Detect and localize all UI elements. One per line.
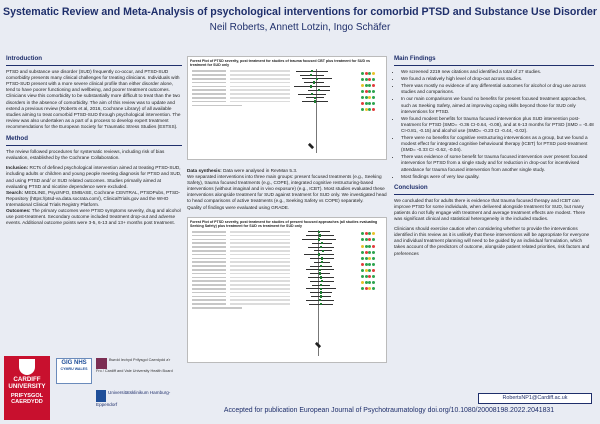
contact-email: RobertsNP1@Cardiff.ac.uk: [478, 393, 592, 404]
gig-text: GIG NHS: [61, 360, 87, 366]
method-intro: The review followed procedures for systematic reviews, including risk of bias evaluation, established by the Cochrane Collaboration.: [6, 149, 165, 161]
search-label: Search:: [6, 189, 24, 195]
forest-plot-2-title: Forest Plot of PTSD severity, post treatment for studies of present focused approaches (all studies evaluating Seeking Safety) plus treatment for SUD vs treatment for SUD only: [190, 219, 378, 228]
method-heading: Method: [6, 135, 28, 143]
finding-item: • In our main comparisons we found no benefits for present focused treatment approaches, such as Seeking Safety, aimed at improving coping skills beyond those for SUD only interventions for PTSD.: [401, 96, 594, 114]
main-findings-heading: Main Findings: [394, 55, 436, 62]
finding-item: • There was mostly no evidence of any differential outcomes for alcohol or drug use across studies and comparisons.: [401, 83, 594, 95]
finding-item: • Most findings were of very low quality.: [401, 174, 594, 180]
conclusion-text2: Clinicians should exercise caution when considering whether to provide the interventions identified in this review as it is unlikely that these interventions will be appropriate for everyone and individual treatment planning will need to be guided by an individual formulation, which takes account of the predictors of outcome, alongside patient related priorities, risk factors and preferences: [394, 226, 590, 256]
forest-plot-1-title: Forest Plot of PTSD severity, post treatment for studies of trauma focused CBT plus treatment for SUD vs treatment for SUD only: [190, 59, 371, 68]
method-inclusion: [6, 165, 182, 189]
cardiff-en-text: CARDIFF UNIVERSITY: [8, 376, 46, 390]
pooled-estimate: [308, 143, 314, 149]
introduction-heading: Introduction: [6, 55, 43, 62]
finding-item: • We found a relatively high level of drop-out across studies.: [401, 76, 594, 82]
data-synthesis-section: [187, 168, 387, 211]
finding-item: • We screened 2219 new citations and identified a total of 27 studies.: [401, 69, 594, 75]
conclusion-text1: We concluded that for adults there is evidence that trauma focused therapy and ICBT can improve PTSD for some individuals, when delivered alongside treatment for SUD, but many patients do not fully engage with treatment and average treatment effects are modest. There was significant clinical and statistical heterogeneity in the included studies.: [394, 197, 586, 222]
uhb-mark-icon: [96, 358, 107, 369]
introduction-text: PTSD and substance use disorder (SUD) frequently co-occur, and PTSD-SUD comorbidity presents many clinical challenges for treating clinicians. Individuals with PTSD-SUD present with a more severe clinical profile than either disorder alone, tend to have poorer functioning and wellbeing, and poorer treatment outcomes. Clinicians view this comorbidity to be substantially more difficult to treat than the two disorders in the absence of comorbidity. The aim of this review was to update and extend a previous review (Roberts et al, 2016, Cochrane Library) of all available studies aiming to treat comorbid PTSD-SUD through psychological intervention. The review was also undertaken as a part of a process to develop expert treatment recommendations for the European Society for Traumatic Stress Studies (ESTSS).: [6, 69, 181, 129]
divider: [394, 65, 594, 66]
uke-logo: [96, 390, 180, 412]
cardiff-university-logo: [4, 356, 50, 420]
shield-icon: [19, 359, 35, 375]
divider: [6, 65, 182, 66]
logos-area: [4, 356, 182, 420]
method-outcomes: [6, 208, 182, 226]
left-column: [6, 56, 182, 230]
divider: [394, 194, 594, 195]
cardiff-cy-text: PRIFYSGOL CAERDYDD: [10, 393, 44, 406]
inclusion-text: RCTs of defined psychological intervention aimed at treating PTSD-SUD, including adults or children and young people meeting diagnosis for PTSD and SUD, and using PTSD and/ or SUD related outcomes. Studies primarily aimed at evaluating PTSD and nicotine dependence were excluded.: [6, 165, 182, 189]
bwr-text: Bwrdd Iechyd Prifysgol Caerdydd a'r Fro / Cardiff and Vale University Health Board: [96, 358, 173, 373]
data-synthesis-text1: Data were analysed in RevMan 5.3.: [222, 168, 298, 173]
footer-citation: Accepted for publication European Journal of Psychotraumatology doi.org/10.1080/20008198.2022.2041831: [223, 407, 555, 414]
data-synthesis-label: Data synthesis:: [187, 168, 222, 173]
outcomes-text: The primary outcomes were PTSD symptoms severity, drug and alcohol use post-treatment. Secondary outcome included treatment drop-out and adverse events. Additional outcome points were 3-5, 6-13 and 13+ months post treatment.: [6, 207, 181, 226]
method-search: [6, 190, 182, 208]
forest-plot-1: [187, 56, 387, 160]
cardiff-vale-uhb-logo: [96, 358, 176, 384]
middle-column: [187, 56, 387, 363]
finding-item: • There were no benefits for cognitive restructuring interventions as a group, but we found a modest effect for integrated cognitive behavioural therapy (ICBT) for PTSD post-treatment (SMD= -0.33 CI -0.62, -0.04).: [401, 135, 594, 153]
conclusion-heading: Conclusion: [394, 183, 428, 191]
data-synthesis-text3: Quality of findings were evaluated using GRADE.: [187, 204, 290, 210]
nhs-wales-logo: [56, 358, 92, 384]
uke-mark-icon: [96, 390, 106, 402]
risk-of-bias-grid: [361, 232, 383, 293]
inclusion-label: Inclusion:: [6, 165, 29, 171]
risk-of-bias-grid: [361, 71, 383, 114]
finding-item: • We found modest benefits for trauma focused intervention plus SUD intervention post-treatment for PTSD (SMD= -0.36 CI-0.64, -0.08), and at 6-13 months for PTSD (SMD = -0.48 CI-0.81, -0.15) and alcohol use (SMD= -0.23 CI -0.44, -0.02).: [401, 116, 594, 134]
finding-item: • There was evidence of some benefit for trauma focused intervention over present focused intervention for PTSD from a single study and for reduction in drop-out for incentivised attendance for trauma focused intervention from another single study.: [401, 154, 594, 172]
search-text: MEDLINE, PsycINFO, EMBASE, Cochrane CENTRAL, PTSDPubs, PTSD-Repository (https://ptsd-va.data.socrata.com/), ClinicalTrials.gov and the WHO International Clinical Trials Registry Platform.: [6, 189, 181, 207]
main-findings-list: [394, 69, 594, 180]
poster-title: Systematic Review and Meta-Analysis of psychological interventions for comorbid PTSD and Substance Use Disorder: [3, 6, 597, 18]
data-synthesis-text2: We separated interventions into three main groups: present focused treatments (e.g., Seeking Safety), trauma focused treatments (e.g., COPE), integrated cognitive restructuring-based interventions (without imaginal and in vivo exposure) (e.g., ICBT). Most studies evaluated these interventions alongside treatment for SUD against treatment for SUD only. We investigated head to head comparisons of active treatments (e.g., Seeking Safety vs COPE) separately.: [187, 174, 387, 204]
forest-plot-2: [187, 217, 387, 363]
pooled-estimate: [315, 342, 321, 348]
divider: [6, 145, 182, 146]
uke-text: Universitätsklinikum Hamburg-Eppendorf: [96, 390, 171, 407]
outcomes-label: Outcomes:: [6, 207, 31, 213]
poster-authors: Neil Roberts, Annett Lotzin, Ingo Schäfer: [209, 22, 391, 33]
right-column: [394, 56, 594, 261]
gig-sub-text: CYMRU WALES: [60, 367, 88, 371]
